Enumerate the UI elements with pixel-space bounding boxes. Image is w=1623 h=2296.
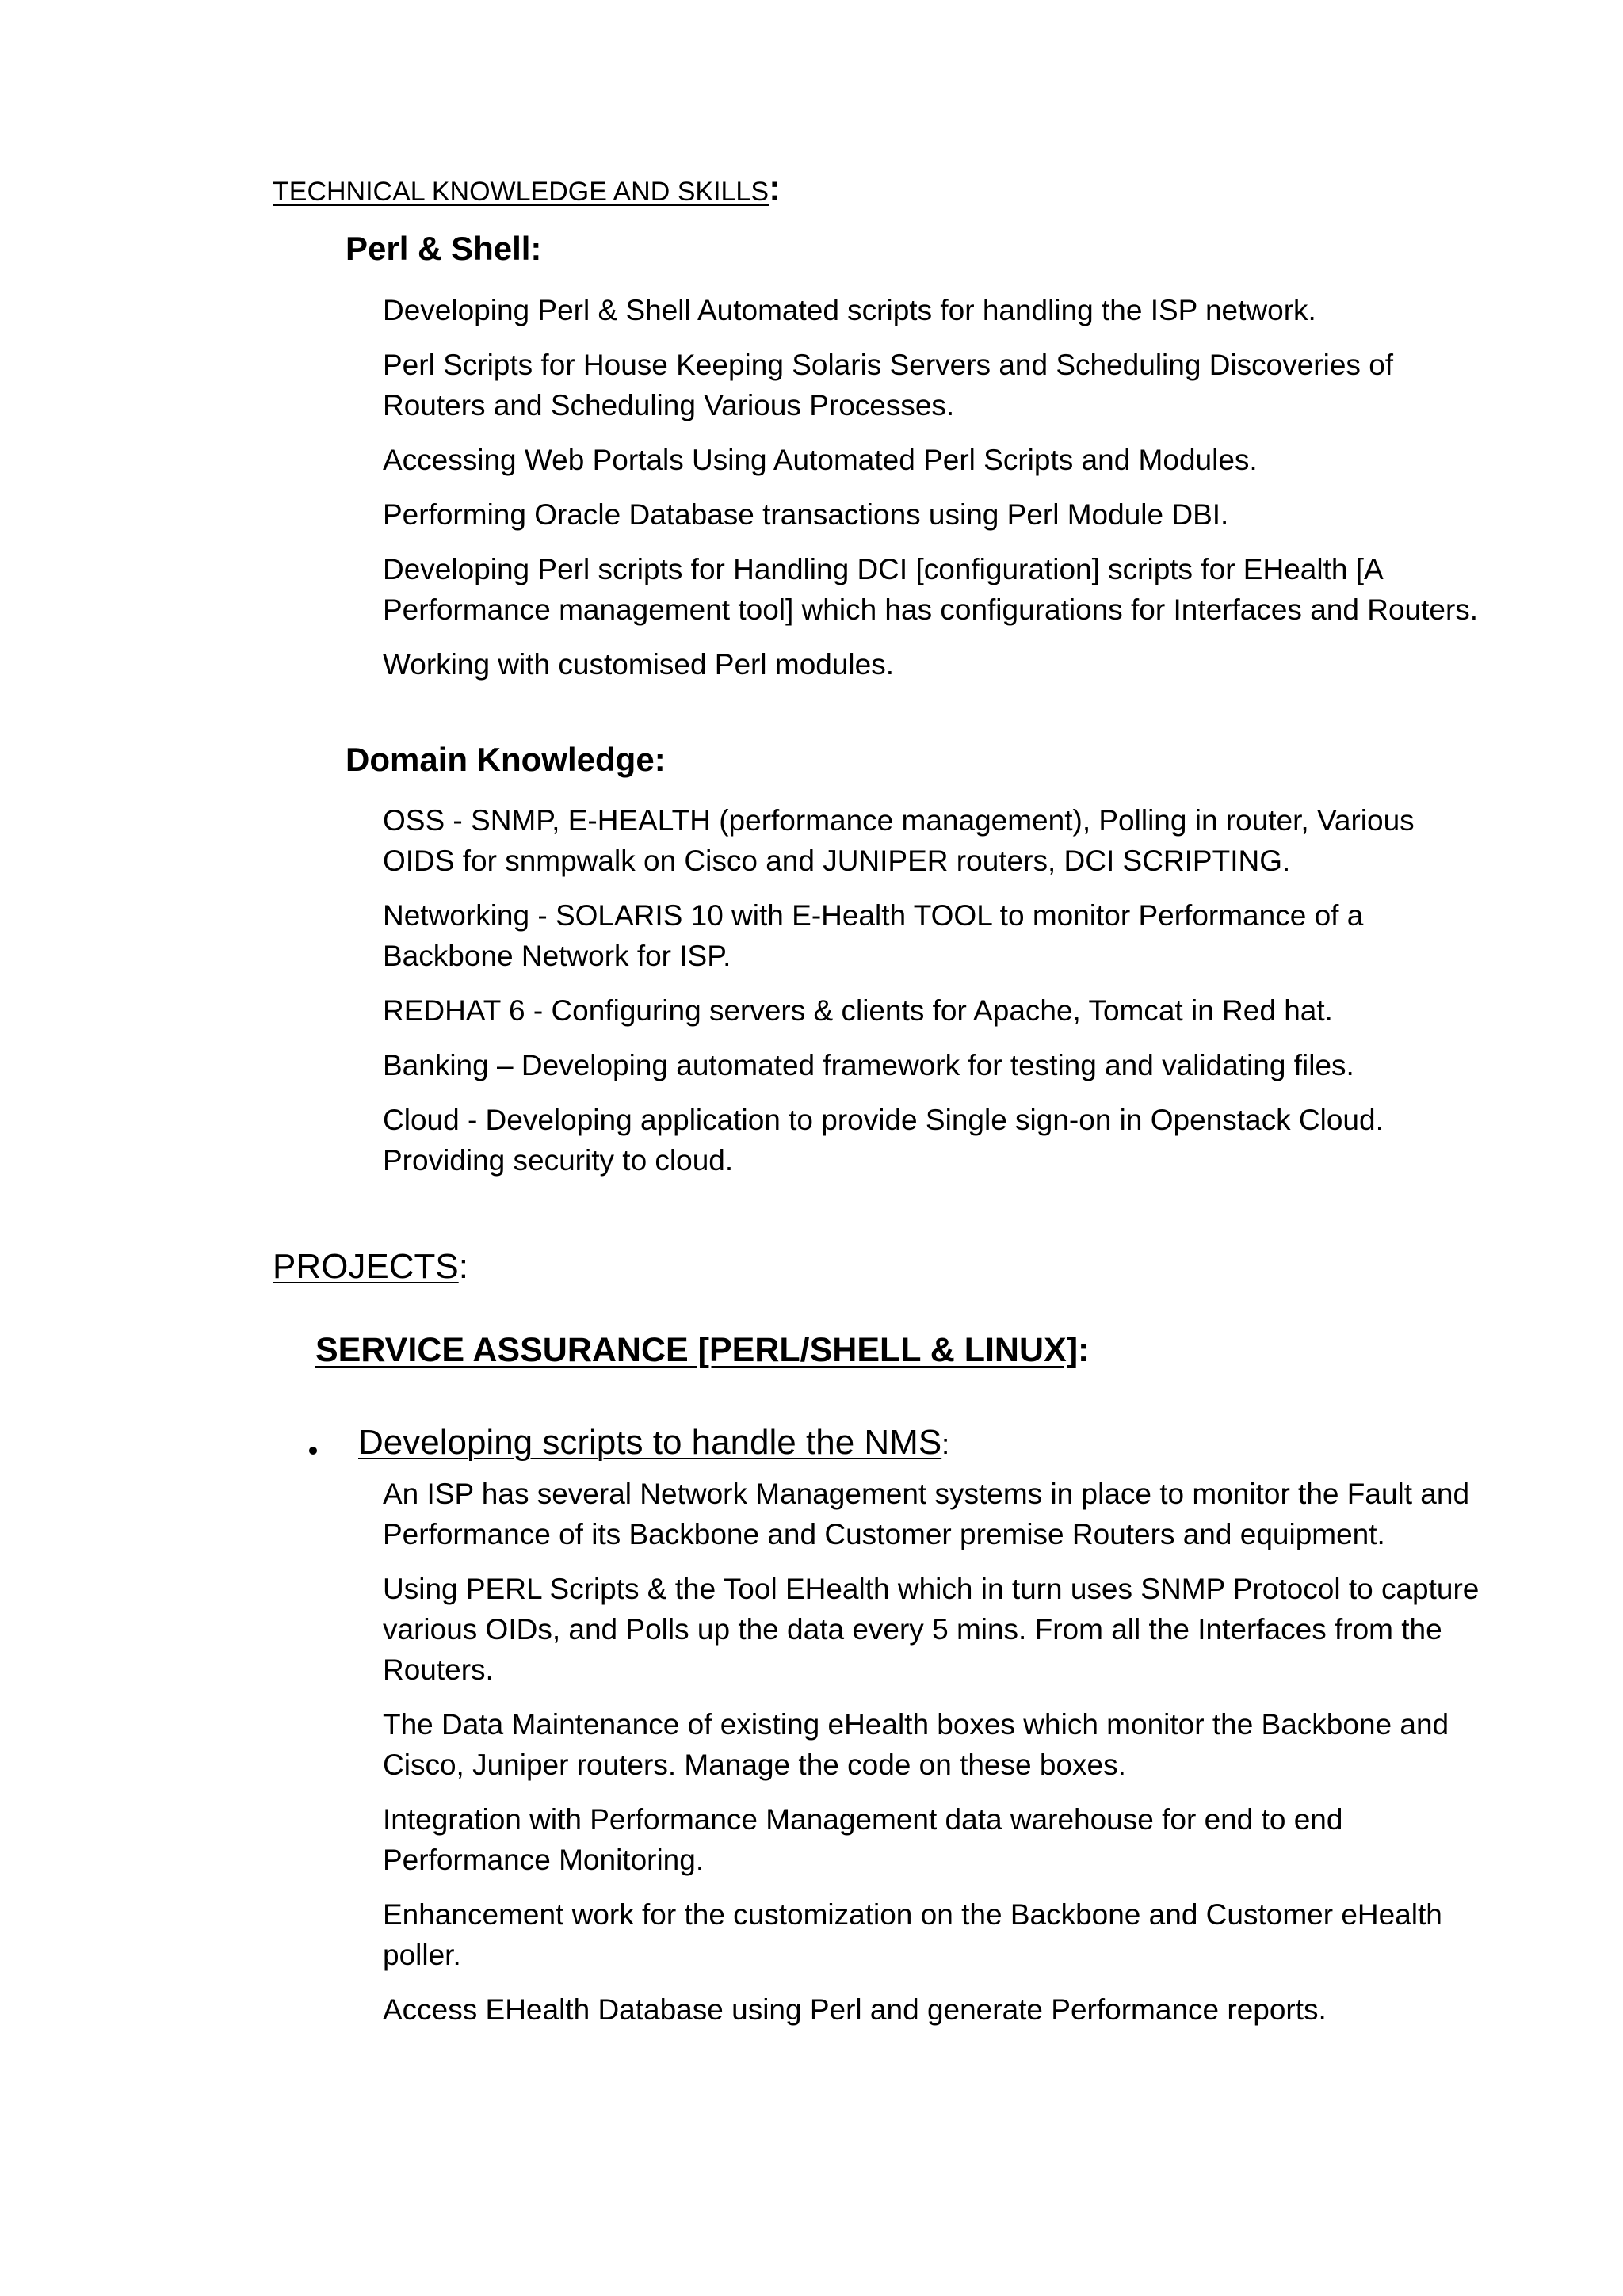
nms-description-list	[383, 1474, 1492, 2044]
projects-heading	[273, 1247, 468, 1287]
perl-shell-item: Working with customised Perl modules.	[383, 648, 895, 681]
perl-shell-heading: Perl & Shell:	[346, 230, 542, 267]
nms-description-item: Enhancement work for the customization on the Backbone and Customer eHealth poller.	[383, 1898, 1442, 1971]
domain-knowledge-list	[383, 800, 1492, 1195]
perl-shell-item: Developing Perl & Shell Automated scripts for handling the ISP network.	[383, 294, 1316, 326]
nms-description-item: Integration with Performance Management data warehouse for end to end Performance Monitoring.	[383, 1803, 1343, 1876]
technical-skills-heading	[273, 166, 781, 209]
nms-description-item: The Data Maintenance of existing eHealth boxes which monitor the Backbone and Cisco, Juniper routers. Manage the code on these boxes.	[383, 1708, 1449, 1781]
perl-shell-item: Accessing Web Portals Using Automated Perl Scripts and Modules.	[383, 444, 1258, 476]
nms-bullet-title	[358, 1423, 949, 1463]
project-title	[315, 1331, 1089, 1370]
domain-knowledge-heading: Domain Knowledge:	[346, 741, 666, 778]
domain-knowledge-item: Networking - SOLARIS 10 with E-Health TOOL to monitor Performance of a Backbone Network for ISP.	[383, 899, 1364, 972]
domain-knowledge-item: OSS - SNMP, E-HEALTH (performance management), Polling in router, Various OIDS for snmpwalk on Cisco and JUNIPER routers, DCI SCRIPTING.	[383, 804, 1415, 877]
nms-description-item: An ISP has several Network Management systems in place to monitor the Fault and Performance of its Backbone and Customer premise Routers and equipment.	[383, 1478, 1470, 1550]
perl-shell-item: Performing Oracle Database transactions using Perl Module DBI.	[383, 498, 1229, 531]
nms-bullet-colon: :	[941, 1428, 950, 1460]
domain-knowledge-item: REDHAT 6 - Configuring servers & clients for Apache, Tomcat in Red hat.	[383, 994, 1333, 1027]
bullet-dot-icon	[309, 1447, 317, 1455]
project-title-text: SERVICE ASSURANCE [PERL/SHELL & LINUX]	[315, 1331, 1079, 1369]
domain-knowledge-item: Banking – Developing automated framework for testing and validating files.	[383, 1049, 1354, 1081]
domain-knowledge-item: Cloud - Developing application to provide Single sign-on in Openstack Cloud. Providing security to cloud.	[383, 1104, 1384, 1177]
projects-heading-colon: :	[458, 1247, 468, 1286]
technical-skills-heading-colon: :	[769, 167, 781, 208]
perl-shell-list	[383, 290, 1492, 699]
perl-shell-item: Perl Scripts for House Keeping Solaris Servers and Scheduling Discoveries of Routers and Scheduling Various Processes.	[383, 349, 1394, 421]
project-title-colon: :	[1078, 1331, 1090, 1369]
perl-shell-item: Developing Perl scripts for Handling DCI [configuration] scripts for EHealth [A Performance management tool] which has configurations for Interfaces and Routers.	[383, 553, 1479, 626]
technical-skills-heading-text: TECHNICAL KNOWLEDGE AND SKILLS	[273, 177, 769, 207]
projects-heading-text: PROJECTS	[273, 1247, 459, 1286]
nms-bullet-title-text: Developing scripts to handle the NMS	[358, 1423, 942, 1462]
nms-description-item: Using PERL Scripts & the Tool EHealth which in turn uses SNMP Protocol to capture various OIDs, and Polls up the data every 5 mins. From all the Interfaces from the Routers.	[383, 1573, 1480, 1686]
nms-description-item: Access EHealth Database using Perl and generate Performance reports.	[383, 1993, 1327, 2026]
